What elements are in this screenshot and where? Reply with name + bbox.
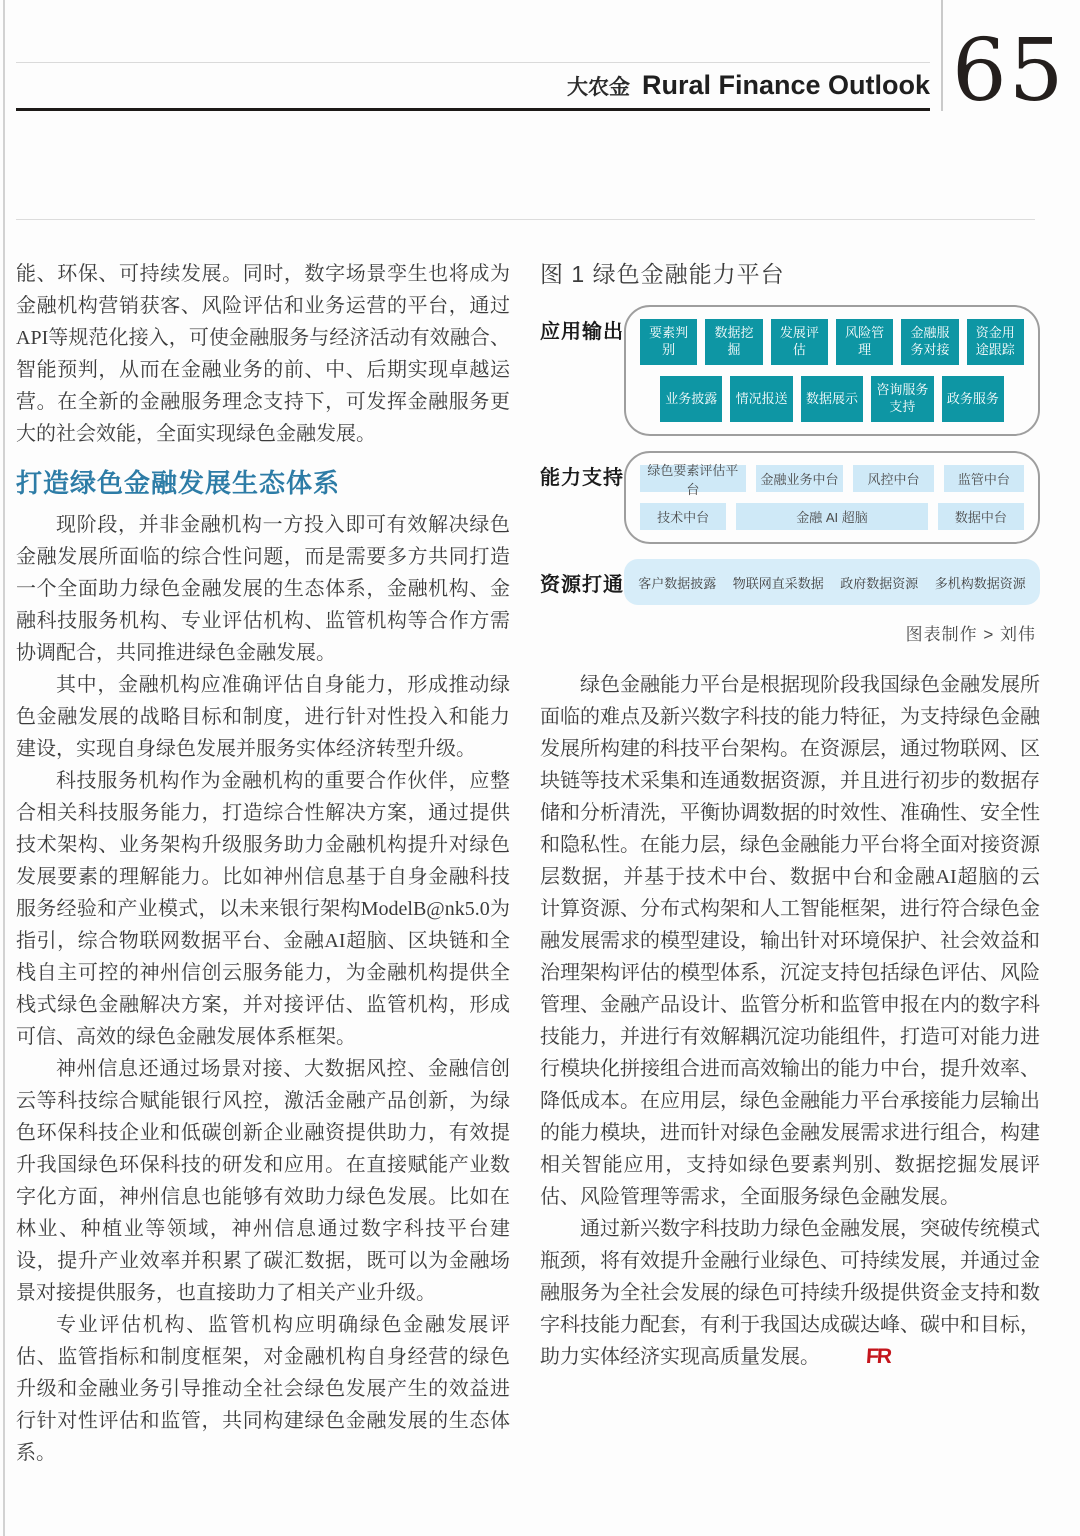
paragraph: 科技服务机构作为金融机构的重要合作伙伴，应整合相关科技服务能力，打造综合性解决方案，通过提供技术架构、业务架构升级服务助力金融机构提升对绿色发展要素的理解能力。比如神州信息基于自身金融科技服务经验和产业模式，以未来银行架构ModelB@nk5.0为指引，综合物联网数据平台、金融AI超脑、区块链和全栈自主可控的神州信创云服务能力，为金融机构提供全栈式绿色金融解决方案，并对接评估、监管机构，形成可信、高效的绿色金融发展体系框架。 <box>16 770 510 1049</box>
diagram-box: 技术中台 <box>640 503 726 530</box>
diagram-box: 资金用途跟踪 <box>967 319 1024 365</box>
capability-support-frame <box>624 451 1040 544</box>
article-end-mark: FR <box>865 1345 891 1368</box>
capability-row1 <box>640 462 1024 497</box>
header-vertical-separator <box>941 0 943 111</box>
paragraph: 其中，金融机构应准确评估自身能力，形成推动绿色金融发展的战略目标和制度，进行针对性投入和能力建设，实现自身绿色发展并服务实体经济转型升级。 <box>16 674 510 761</box>
diagram-box: 数据中台 <box>938 503 1024 530</box>
paragraph: 能、环保、可持续发展。同时，数字场景孪生也将成为金融机构营销获客、风险评估和业务运营的平台，通过API等规范化接入，可使金融服务与经济活动有效融合、智能预判，从而在金融业务的前、中、后期实现卓越运营。在全新的金融服务理念支持下，可发挥金融服务更大的社会效能，全面实现绿色金融发展。 <box>16 263 510 445</box>
content-top-hairline <box>16 219 1035 220</box>
paragraph: 现阶段，并非金融机构一方投入即可有效解决绿色金融发展所面临的综合性问题，而是需要多方共同打造一个全面助力绿色金融发展的生态体系，金融机构、金融科技服务机构、专业评估机构、监管机构等合作方需协调配合，共同推进绿色金融发展。 <box>16 514 510 665</box>
layer-label-resource-connect: 资源打通 <box>540 573 624 596</box>
resource-band <box>624 559 1040 605</box>
layer-label-application-output: 应用输出 <box>540 321 624 343</box>
diagram-box: 监管中台 <box>944 465 1024 492</box>
figure-credit: 图表制作 > 刘伟 <box>905 625 1036 644</box>
brand-chinese: 大农金 <box>566 76 630 99</box>
brand-english: Rural Finance Outlook <box>641 70 930 100</box>
diagram-box: 绿色要素评估平台 <box>640 465 746 492</box>
left-column <box>16 258 510 1469</box>
resource-item: 政府数据资源 <box>840 575 919 591</box>
diagram-box: 要素判别 <box>640 319 697 365</box>
paragraph: 绿色金融能力平台是根据现阶段我国绿色金融发展所面临的难点及新兴数字科技的能力特征，为支持绿色金融发展所构建的科技平台架构。在资源层，通过物联网、区块链等技术采集和连通数据资源，并且进行初步的数据存储和分析清洗，平衡协调数据的时效性、准确性、安全性和隐私性。在能力层，绿色金融能力平台将全面对接资源层数据，并基于技术中台、数据中台和金融AI超脑的云计算资源、分布式构架和人工智能框架，进行符合绿色金融发展需求的模型建设，输出针对环境保护、社会效益和治理架构评估的模型体系，沉淀支持包括绿色评估、风险管理、金融产品设计、监管分析和监管申报在内的数字科技能力，并进行有效解耦沉淀功能组件，打造可对能力进行模块化拼接组合进而高效输出的能力中台，提升效率、降低成本。在应用层，绿色金融能力平台承接能力层输出的能力模块，进而针对绿色金融发展需求进行组合，构建相关智能应用，支持如绿色要素判别、数据挖掘发展评估、风险管理等需求，全面服务绿色金融发展。 <box>540 674 1040 1208</box>
header-rule <box>16 108 930 111</box>
resource-item: 多机构数据资源 <box>934 575 1026 591</box>
paragraph-with-endmark <box>540 1213 1040 1373</box>
application-output-frame <box>624 305 1040 436</box>
figure-app-layer <box>540 305 1040 436</box>
figure-capability-layer <box>540 451 1040 544</box>
paragraph-text: 通过新兴数字科技助力绿色金融发展，突破传统模式瓶颈，将有效提升金融行业绿色、可持续发展，并通过金融服务为全社会发展的绿色可持续升级提供资金支持和数字科技能力配套，有利于我国达成碳达峰、碳中和目标，助力实体经济实现高质量发展。 <box>540 1218 1040 1368</box>
diagram-box: 数据展示 <box>801 376 863 422</box>
diagram-box: 金融业务中台 <box>756 465 844 492</box>
app-layer-row1 <box>640 319 1024 365</box>
app-layer-row2 <box>660 376 1004 422</box>
diagram-box: 情况报送 <box>730 376 792 422</box>
diagram-box: 政务服务 <box>942 376 1004 422</box>
header-hairline <box>16 62 930 63</box>
diagram-box: 风险管理 <box>836 319 893 365</box>
diagram-box: 金融服务对接 <box>901 319 958 365</box>
diagram-box: 咨询服务支持 <box>871 376 933 422</box>
diagram-box: 金融 AI 超脑 <box>736 503 928 530</box>
right-column <box>540 254 1040 1373</box>
diagram-box: 风控中台 <box>853 465 933 492</box>
diagram-box: 发展评估 <box>771 319 828 365</box>
diagram-box: 业务披露 <box>660 376 722 422</box>
resource-item: 客户数据披露 <box>638 575 717 591</box>
capability-row2 <box>640 503 1024 530</box>
masthead <box>16 70 930 101</box>
page-number: 65 <box>952 21 1066 121</box>
section-heading: 打造绿色金融发展生态体系 <box>16 468 341 498</box>
paragraph: 专业评估机构、监管机构应明确绿色金融发展评估、监管指标和制度框架，对金融机构自身经营的绿色升级和金融业务引导推动全社会绿色发展产生的效益进行针对性评估和监管，共同构建绿色金融发展的生态体系。 <box>16 1314 510 1465</box>
figure-resource-layer <box>540 559 1040 605</box>
figure-title: 图 1 绿色金融能力平台 <box>540 261 785 287</box>
paragraph: 神州信息还通过场景对接、大数据风控、金融信创云等科技综合赋能银行风控，激活金融产品创新，为绿色环保科技企业和低碳创新企业融资提供助力，有效提升我国绿色环保科技的研发和应用。在直接赋能产业数字化方面，神州信息也能够有效助力绿色发展。比如在林业、种植业等领域，神州信息通过数字科技平台建设，提升产业效率并积累了碳汇数据，既可以为金融场景对接提供服务，也直接助力了相关产业升级。 <box>16 1058 510 1305</box>
diagram-box: 数据挖掘 <box>705 319 762 365</box>
resource-item: 物联网直采数据 <box>732 575 824 591</box>
layer-label-capability-support: 能力支持 <box>540 467 624 489</box>
page-edge-line <box>3 0 5 1536</box>
